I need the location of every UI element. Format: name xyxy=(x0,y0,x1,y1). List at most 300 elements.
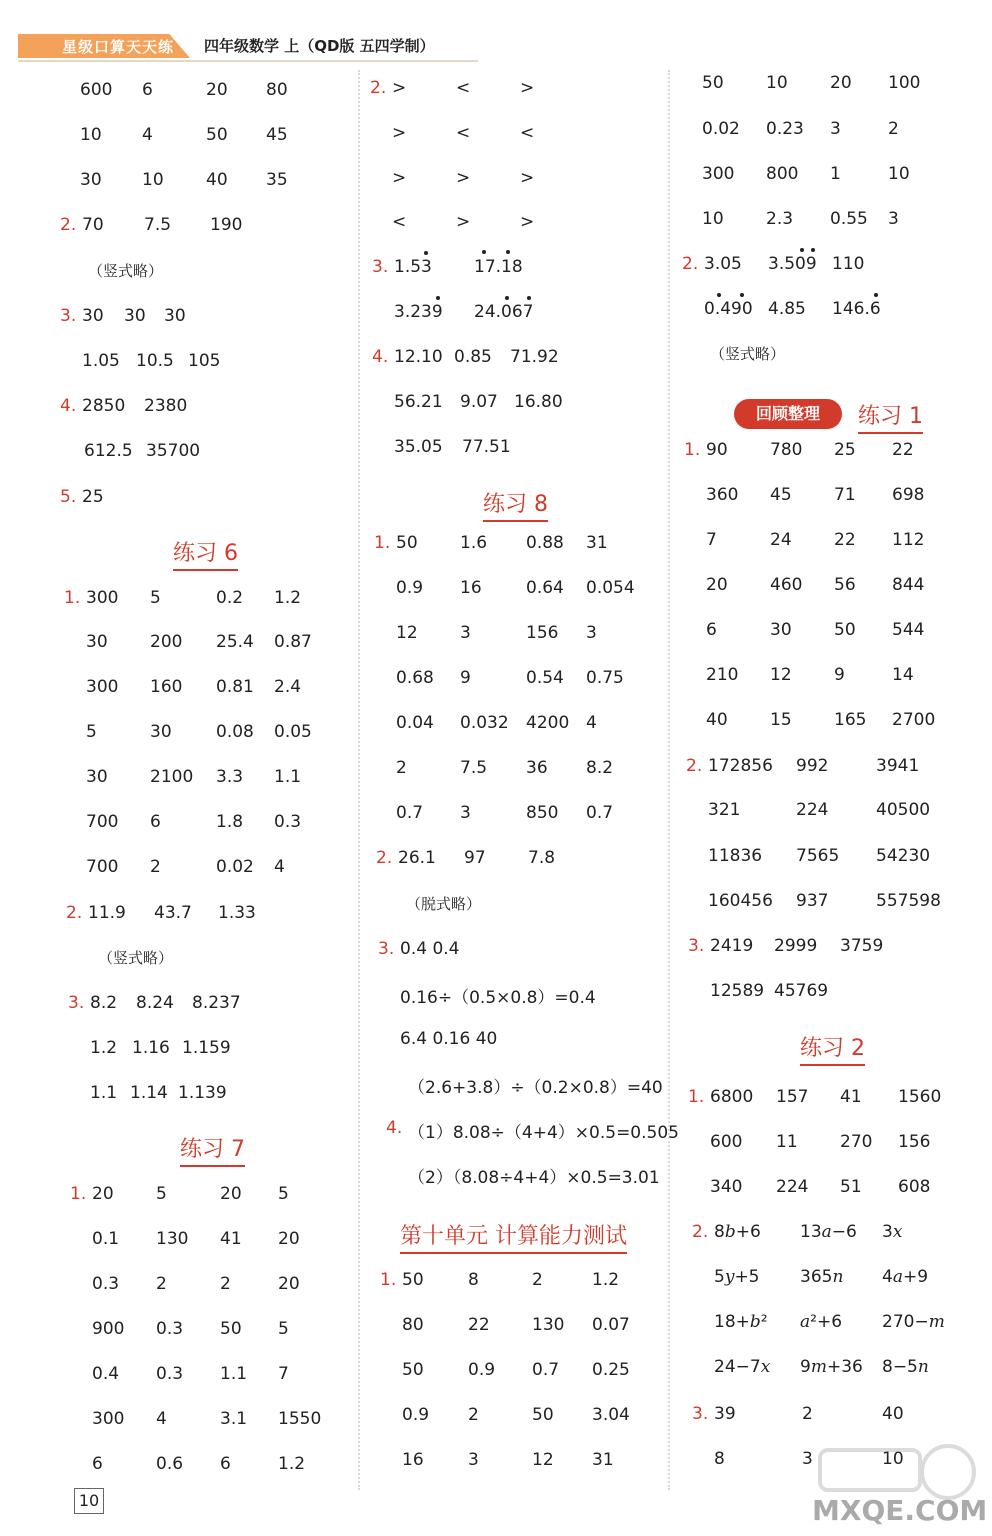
answer-value: 0.2 xyxy=(216,588,244,608)
answer-value: 30 xyxy=(82,306,104,326)
question-number: 2. xyxy=(692,1222,709,1242)
answer-value: 6 xyxy=(706,620,717,640)
answer-value: 14 xyxy=(892,665,914,685)
question-number: 1. xyxy=(64,588,81,608)
answer-value: 165 xyxy=(834,710,867,730)
answer-value: 557598 xyxy=(876,891,941,911)
answer-value: 1.33 xyxy=(218,903,256,923)
repeating-dot xyxy=(424,251,428,255)
answer-value: 0.9 xyxy=(402,1405,430,1425)
answer-value: 9 xyxy=(834,665,845,685)
answer-value: 0.9 xyxy=(396,578,424,598)
answer-value: 12.10 xyxy=(394,347,443,367)
answer-value: 608 xyxy=(898,1177,931,1197)
answer-value: 3 xyxy=(468,1450,479,1470)
expression-answer: 8−5n xyxy=(882,1357,929,1377)
answer-value: 1.16 xyxy=(132,1038,170,1058)
answer-value: 8 xyxy=(714,1449,725,1469)
answer-value: （2）（8.08÷4+4）×0.5=3.01 xyxy=(408,1168,660,1188)
page-number: 10 xyxy=(74,1488,104,1514)
answer-value: 50 xyxy=(532,1405,554,1425)
book-subtitle: 四年级数学 上（QD版 五四学制） xyxy=(204,37,435,55)
answer-value: 80 xyxy=(402,1315,424,1335)
answer-value: 3 xyxy=(802,1449,813,1469)
answer-value: 105 xyxy=(188,351,221,371)
question-number: 3. xyxy=(60,306,77,326)
question-number: 2. xyxy=(66,903,83,923)
expression-answer: a²+6 xyxy=(800,1312,843,1332)
answer-value: 1.05 xyxy=(82,351,120,371)
answer-value: 7 xyxy=(278,1364,289,1384)
answer-value: 1.6 xyxy=(460,533,488,553)
answer-value: 9.07 xyxy=(460,392,498,412)
answer-value: 50 xyxy=(834,620,856,640)
answer-value: 20 xyxy=(92,1184,114,1204)
answer-value: 190 xyxy=(210,215,243,235)
answer-value: 3.05 xyxy=(704,254,742,274)
repeating-dot xyxy=(436,296,440,300)
answer-value: 26.1 xyxy=(398,848,436,868)
repeating-dot xyxy=(505,296,509,300)
answer-value: 0.75 xyxy=(586,668,624,688)
expression-answer: 365n xyxy=(800,1267,844,1287)
answer-value: 3941 xyxy=(876,756,920,776)
answer-value: 12 xyxy=(770,665,792,685)
answer-value: 850 xyxy=(526,803,559,823)
answer-value: 20 xyxy=(278,1274,300,1294)
answer-value: 3.1 xyxy=(220,1409,248,1429)
answer-value: 50 xyxy=(402,1360,424,1380)
answer-value: 3 xyxy=(460,623,471,643)
answer-value: 12 xyxy=(396,623,418,643)
watermark-text: MXQE.COM xyxy=(812,1494,988,1527)
answer-value: 0.68 xyxy=(396,668,434,688)
answer-value: 56.21 xyxy=(394,392,443,412)
answer-value: 31 xyxy=(586,533,608,553)
question-number: 2. xyxy=(686,756,703,776)
answer-value: > xyxy=(520,212,535,232)
answer-value: 7565 xyxy=(796,846,840,866)
answer-value: 0.02 xyxy=(216,857,254,877)
section-ex7: 练习 7 xyxy=(180,1132,245,1163)
answer-value: 300 xyxy=(86,588,119,608)
question-number: 4. xyxy=(386,1118,403,1138)
answer-value: 110 xyxy=(832,254,865,274)
answer-value: 7 xyxy=(706,530,717,550)
answer-value: 160456 xyxy=(708,891,773,911)
answer-value: （2.6+3.8）÷（0.2×0.8）=40 xyxy=(408,1078,663,1098)
answer-value: 4 xyxy=(586,713,597,733)
answer-value: 544 xyxy=(892,620,925,640)
omitted-note: （竖式略） xyxy=(98,949,174,967)
answer-value: 10.5 xyxy=(136,351,174,371)
answer-value: 20 xyxy=(220,1184,242,1204)
answer-value: 4 xyxy=(274,857,285,877)
answer-value: 3.04 xyxy=(592,1405,630,1425)
answer-value: 0.07 xyxy=(592,1315,630,1335)
answer-value: 0.85 xyxy=(454,347,492,367)
answer-value: 0.04 xyxy=(396,713,434,733)
answer-value: 9 xyxy=(460,668,471,688)
answer-value: 5 xyxy=(278,1184,289,1204)
answer-value: 25.4 xyxy=(216,632,254,652)
answer-value: 4 xyxy=(156,1409,167,1429)
answer-value: 11 xyxy=(776,1132,798,1152)
expression-answer: 8b+6 xyxy=(714,1222,761,1242)
repeating-dot xyxy=(800,248,804,252)
answer-value: 700 xyxy=(86,857,119,877)
answer-value: 1.2 xyxy=(274,588,302,608)
answer-value: 156 xyxy=(526,623,559,643)
header-divider xyxy=(18,60,478,62)
answer-value: 780 xyxy=(770,440,803,460)
answer-value: 2 xyxy=(888,119,899,139)
question-number: 1. xyxy=(688,1087,705,1107)
question-number: 1. xyxy=(70,1184,87,1204)
answer-value: 90 xyxy=(706,440,728,460)
answer-value: 35.05 xyxy=(394,437,443,457)
answer-value: 25 xyxy=(82,487,104,507)
answer-value: 3 xyxy=(586,623,597,643)
answer-value: 2.4 xyxy=(274,677,302,697)
question-number: 1. xyxy=(380,1270,397,1290)
answer-value: 30 xyxy=(124,306,146,326)
answer-value: 112 xyxy=(892,530,925,550)
answer-value: 2419 xyxy=(710,936,754,956)
answer-value: 51 xyxy=(840,1177,862,1197)
answer-value: 8.2 xyxy=(90,993,118,1013)
answer-value: 6800 xyxy=(710,1087,754,1107)
expression-answer: 4a+9 xyxy=(882,1267,929,1287)
answer-value: 612.5 xyxy=(84,441,133,461)
answer-value: 0.64 xyxy=(526,578,564,598)
question-number: 1. xyxy=(684,440,701,460)
repeating-dot xyxy=(717,293,721,297)
answer-value: 1.2 xyxy=(90,1038,118,1058)
answer-value: 3759 xyxy=(840,936,884,956)
answer-value: 0.23 xyxy=(766,119,804,139)
answer-value: 30 xyxy=(770,620,792,640)
answer-value: 3.509 xyxy=(768,254,817,274)
answer-value: 0.81 xyxy=(216,677,254,697)
expression-answer: 270−m xyxy=(882,1312,945,1332)
answer-value: 10 xyxy=(882,1449,904,1469)
answer-value: 0.08 xyxy=(216,722,254,742)
answer-value: 8 xyxy=(468,1270,479,1290)
answer-value: 70 xyxy=(82,215,104,235)
answer-value: 300 xyxy=(86,677,119,697)
review-badge: 回顾整理 xyxy=(734,399,842,429)
answer-value: > xyxy=(456,168,471,188)
column-divider xyxy=(358,70,360,1490)
section-review-ex2: 练习 2 xyxy=(800,1031,865,1062)
question-number: 4. xyxy=(60,396,77,416)
omitted-note: （竖式略） xyxy=(710,345,786,363)
answer-value: 22 xyxy=(834,530,856,550)
section-unit10: 第十单元 计算能力测试 xyxy=(400,1219,627,1250)
answer-value: 0.9 xyxy=(468,1360,496,1380)
answer-value: 24.067 xyxy=(474,302,534,322)
expression-answer: 24−7x xyxy=(714,1357,771,1377)
answer-value: 80 xyxy=(266,80,288,100)
expression-answer: 9m+36 xyxy=(800,1357,863,1377)
section-ex8: 练习 8 xyxy=(483,487,548,518)
question-number: 5. xyxy=(60,487,77,507)
answer-value: 2 xyxy=(150,857,161,877)
omitted-note: （竖式略） xyxy=(88,262,164,280)
answer-value: 6 xyxy=(92,1454,103,1474)
answer-value: 2100 xyxy=(150,767,194,787)
answer-value: 7.5 xyxy=(144,215,172,235)
answer-value: 50 xyxy=(220,1319,242,1339)
answer-value: 1.1 xyxy=(274,767,302,787)
answer-value: 39 xyxy=(714,1404,736,1424)
answer-value: 71 xyxy=(834,485,856,505)
answer-value: 7.5 xyxy=(460,758,488,778)
answer-value: < xyxy=(520,123,535,143)
answer-value: 100 xyxy=(888,73,921,93)
answer-value: 24 xyxy=(770,530,792,550)
answer-value: 0.1 xyxy=(92,1229,120,1249)
answer-value: 1.8 xyxy=(216,812,244,832)
answer-value: 5 xyxy=(278,1319,289,1339)
answer-value: < xyxy=(392,212,407,232)
answer-value: 50 xyxy=(396,533,418,553)
answer-value: 130 xyxy=(156,1229,189,1249)
answer-value: 224 xyxy=(776,1177,809,1197)
repeating-dot xyxy=(874,293,878,297)
answer-value: 0.25 xyxy=(592,1360,630,1380)
answer-value: 31 xyxy=(592,1450,614,1470)
answer-value: 1.139 xyxy=(178,1083,227,1103)
answer-value: 2 xyxy=(802,1404,813,1424)
answer-value: 1.1 xyxy=(220,1364,248,1384)
answer-value: 937 xyxy=(796,891,829,911)
answer-value: 2 xyxy=(220,1274,231,1294)
answer-value: 20 xyxy=(830,73,852,93)
answer-value: 41 xyxy=(220,1229,242,1249)
answer-value: 2 xyxy=(532,1270,543,1290)
answer-value: 16 xyxy=(460,578,482,598)
answer-value: < xyxy=(456,123,471,143)
answer-value: 0.4 xyxy=(92,1364,120,1384)
answer-value: 0.02 xyxy=(702,119,740,139)
answer-value: 0.05 xyxy=(274,722,312,742)
answer-value: 45 xyxy=(266,125,288,145)
expression-answer: 5y+5 xyxy=(714,1267,760,1287)
answer-value: 41 xyxy=(840,1087,862,1107)
answer-value: 36 xyxy=(526,758,548,778)
question-number: 2. xyxy=(60,215,77,235)
answer-value: 0.7 xyxy=(586,803,614,823)
answer-value: 200 xyxy=(150,632,183,652)
answer-value: > xyxy=(392,78,407,98)
answer-value: 35 xyxy=(266,170,288,190)
answer-value: 0.054 xyxy=(586,578,635,598)
answer-value: 900 xyxy=(92,1319,125,1339)
answer-value: 3.239 xyxy=(394,302,443,322)
answer-value: 130 xyxy=(532,1315,565,1335)
repeating-dot xyxy=(482,250,486,254)
answer-value: 30 xyxy=(150,722,172,742)
answer-value: 10 xyxy=(702,209,724,229)
answer-value: 2.3 xyxy=(766,209,794,229)
answer-value: 0.4 0.4 xyxy=(400,939,460,959)
column-divider xyxy=(668,70,670,1490)
question-number: 3. xyxy=(692,1404,709,1424)
answer-value: 0.87 xyxy=(274,632,312,652)
answer-value: 71.92 xyxy=(510,347,559,367)
answer-value: 157 xyxy=(776,1087,809,1107)
answer-value: 6 xyxy=(150,812,161,832)
answer-value: 2 xyxy=(156,1274,167,1294)
answer-value: 56 xyxy=(834,575,856,595)
series-badge-text: 星级口算天天练 xyxy=(62,38,175,56)
answer-value: 97 xyxy=(464,848,486,868)
answer-value: 146.6 xyxy=(832,299,881,319)
answer-value: 172856 xyxy=(708,756,773,776)
answer-value: 2700 xyxy=(892,710,936,730)
answer-value: 321 xyxy=(708,800,741,820)
answer-value: 0.032 xyxy=(460,713,509,733)
answer-value: 0.3 xyxy=(274,812,302,832)
answer-value: 460 xyxy=(770,575,803,595)
answer-value: 2 xyxy=(396,758,407,778)
answer-value: 5 xyxy=(86,722,97,742)
answer-value: 700 xyxy=(86,812,119,832)
answer-value: 11836 xyxy=(708,846,763,866)
answer-value: 1.14 xyxy=(130,1083,168,1103)
answer-value: 8.237 xyxy=(192,993,241,1013)
answer-value: 22 xyxy=(892,440,914,460)
answer-value: 0.55 xyxy=(830,209,868,229)
answer-value: 43.7 xyxy=(154,903,192,923)
answer-value: > xyxy=(392,168,407,188)
question-number: 4. xyxy=(372,347,389,367)
answer-value: > xyxy=(456,212,471,232)
answer-value: 30 xyxy=(86,632,108,652)
answer-value: 40500 xyxy=(876,800,931,820)
answer-value: 0.88 xyxy=(526,533,564,553)
answer-value: 0.6 xyxy=(156,1454,184,1474)
answer-value: 698 xyxy=(892,485,925,505)
answer-value: 2380 xyxy=(144,396,188,416)
answer-value: 5 xyxy=(150,588,161,608)
answer-value: 3 xyxy=(888,209,899,229)
expression-answer: 3x xyxy=(882,1222,903,1242)
answer-value: 0.7 xyxy=(396,803,424,823)
answer-value: 30 xyxy=(80,170,102,190)
expression-answer: 13a−6 xyxy=(800,1222,857,1242)
answer-value: 270 xyxy=(840,1132,873,1152)
answer-value: 17.18 xyxy=(474,257,523,277)
answer-value: 11.9 xyxy=(88,903,126,923)
answer-value: （1）8.08÷（4+4）×0.5=0.505 xyxy=(408,1123,679,1143)
answer-value: 224 xyxy=(796,800,829,820)
repeating-dot xyxy=(506,250,510,254)
answer-value: 12589 xyxy=(710,981,765,1001)
answer-value: 1.53 xyxy=(394,257,432,277)
answer-value: 1.2 xyxy=(592,1270,620,1290)
answer-value: > xyxy=(392,123,407,143)
answer-value: 77.51 xyxy=(462,437,511,457)
answer-value: 12 xyxy=(532,1450,554,1470)
answer-value: 2850 xyxy=(82,396,126,416)
answer-value: 40 xyxy=(206,170,228,190)
answer-value: 0.7 xyxy=(532,1360,560,1380)
answer-value: 50 xyxy=(702,73,724,93)
answer-value: 6 xyxy=(220,1454,231,1474)
answer-value: 45 xyxy=(770,485,792,505)
expression-answer: 18+b² xyxy=(714,1312,768,1332)
answer-value: 992 xyxy=(796,756,829,776)
question-number: 3. xyxy=(378,939,395,959)
answer-value: 5 xyxy=(156,1184,167,1204)
answer-value: 1.159 xyxy=(182,1038,231,1058)
answer-value: 8.2 xyxy=(586,758,614,778)
question-number: 1. xyxy=(374,533,391,553)
answer-value: 4 xyxy=(142,125,153,145)
answer-value: 30 xyxy=(86,767,108,787)
answer-value: 2 xyxy=(468,1405,479,1425)
answer-value: 25 xyxy=(834,440,856,460)
answer-value: 3 xyxy=(460,803,471,823)
answer-value: > xyxy=(520,168,535,188)
answer-value: 160 xyxy=(150,677,183,697)
question-number: 3. xyxy=(372,257,389,277)
answer-value: 45769 xyxy=(774,981,829,1001)
answer-value: 22 xyxy=(468,1315,490,1335)
answer-value: 4200 xyxy=(526,713,570,733)
question-number: 2. xyxy=(682,254,699,274)
answer-value: 16 xyxy=(402,1450,424,1470)
answer-value: 0.3 xyxy=(156,1364,184,1384)
answer-value: 15 xyxy=(770,710,792,730)
answer-value: 40 xyxy=(706,710,728,730)
question-number: 2. xyxy=(370,78,387,98)
answer-value: 2999 xyxy=(774,936,818,956)
answer-value: 0.54 xyxy=(526,668,564,688)
answer-value: 0.3 xyxy=(156,1319,184,1339)
answer-value: 1.2 xyxy=(278,1454,306,1474)
answer-value: 1 xyxy=(830,164,841,184)
answer-value: 0.490 xyxy=(704,299,753,319)
answer-value: 360 xyxy=(706,485,739,505)
answer-value: 3 xyxy=(830,119,841,139)
answer-value: 300 xyxy=(92,1409,125,1429)
answer-value: 6.4 0.16 40 xyxy=(400,1029,498,1049)
answer-value: 0.16÷（0.5×0.8）=0.4 xyxy=(400,988,596,1008)
answer-value: 50 xyxy=(402,1270,424,1290)
repeating-dot xyxy=(740,293,744,297)
answer-value: 40 xyxy=(882,1404,904,1424)
answer-value: 20 xyxy=(706,575,728,595)
omitted-note: （脱式略） xyxy=(406,895,482,913)
answer-value: 1550 xyxy=(278,1409,322,1429)
answer-value: 300 xyxy=(702,164,735,184)
answer-value: 7.8 xyxy=(528,848,556,868)
answer-value: 20 xyxy=(278,1229,300,1249)
answer-value: 156 xyxy=(898,1132,931,1152)
answer-value: 10 xyxy=(766,73,788,93)
answer-value: 10 xyxy=(888,164,910,184)
answer-value: 10 xyxy=(142,170,164,190)
section-review-ex1: 练习 1 xyxy=(858,399,923,430)
answer-value: 16.80 xyxy=(514,392,563,412)
answer-value: 3.3 xyxy=(216,767,244,787)
question-number: 3. xyxy=(688,936,705,956)
answer-value: 1.1 xyxy=(90,1083,118,1103)
